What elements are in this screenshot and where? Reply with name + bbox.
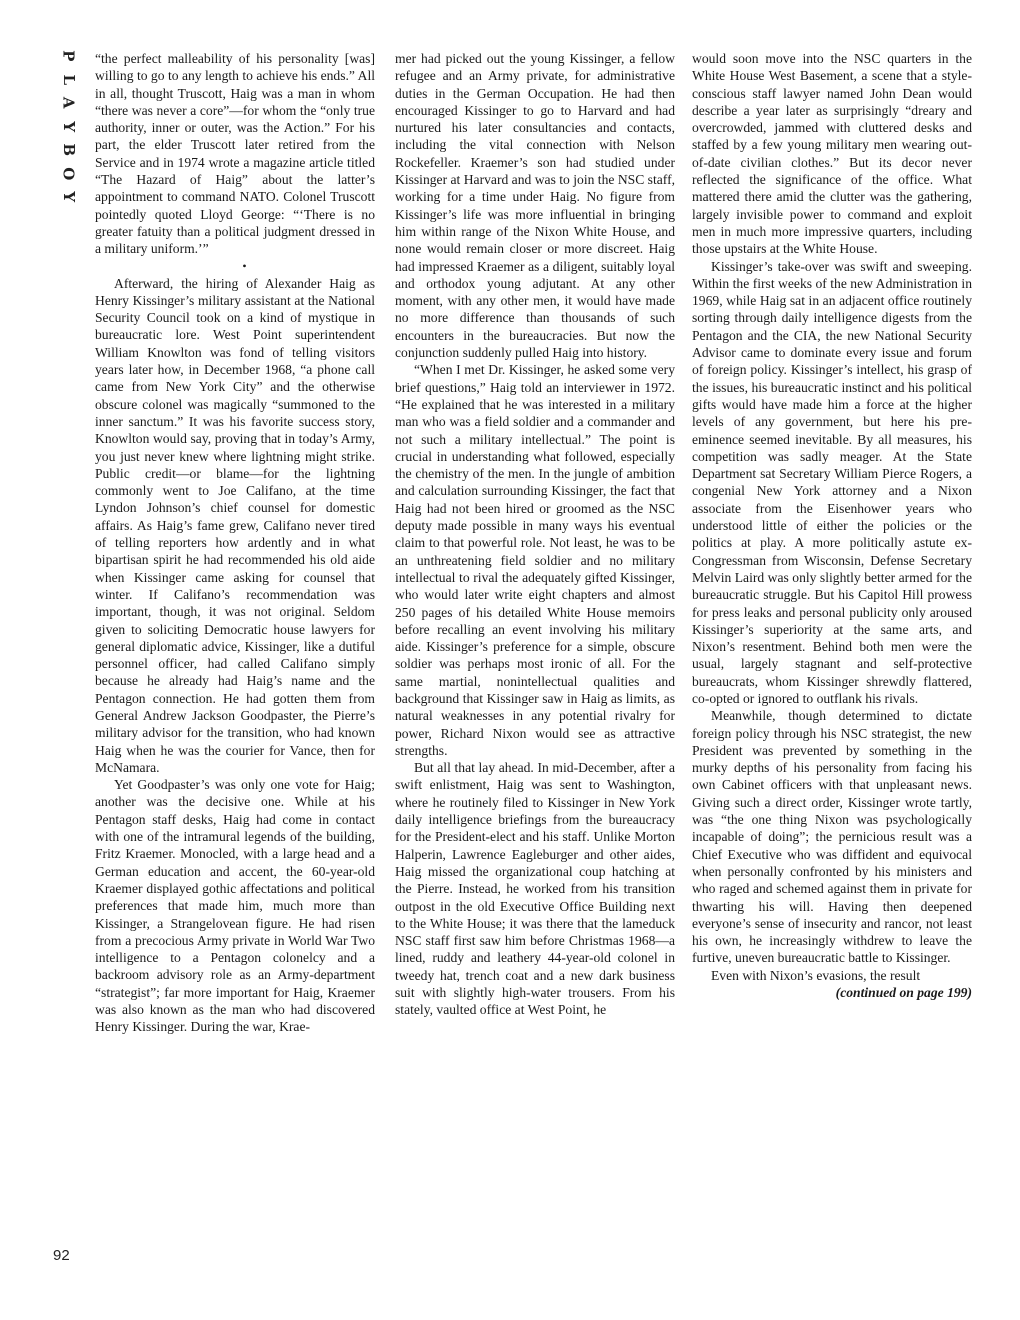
paragraph: Yet Goodpaster’s was only one vote for Haig; another was the decisive one. While at his Pentagon staff desks, Haig had come in contact with one of the intramural legends of the building, Fritz Kraemer. Monocled, with a large head and a German education and accent, the 60-year-old Kraemer displayed gothic affectations and political preferences that made him, much more than Kissinger, a Strangelovean figure. He had risen from a precocious Army private in World War Two intelligence to a Pentagon colonelcy and a backroom advisory role as an Army-department “strategist”; far more important for Haig, Kraemer was also known as the man who had discovered Henry Kissinger. During the war, Krae- — [95, 777, 375, 1035]
magazine-letter: Y — [59, 120, 78, 132]
text-column-1 — [95, 50, 375, 1270]
paragraph: Even with Nixon’s evasions, the result — [711, 967, 921, 983]
magazine-name-vertical — [56, 44, 80, 209]
paragraph: But all that lay ahead. In mid-December, after a swift enlistment, Haig was sent to Washington, where he routinely filed to Kissinger in New York daily intelligence briefings from the bureaucracy for the President-elect and his staff. Unlike Morton Halperin, Lawrence Eagleburger and other aides, Haig missed the organizational coup hatching at the Pierre. Instead, he worked from his transition outpost in the old Executive Office Building next to the White House; it was there that the lameduck NSC staff first saw him before Christmas 1968—a lined, ruddy and leathery 44-year-old colonel in tweedy hat, trench coat and a new dark business suit with slightly high-water trousers. From his stately, vaulted office at West Point, he — [395, 760, 675, 1018]
magazine-letter: L — [59, 73, 78, 85]
magazine-letter: P — [59, 50, 78, 62]
text-column-3 — [692, 50, 972, 1270]
paragraph: would soon move into the NSC quarters in the White House West Basement, a scene that a style-conscious staff lawyer named John Dean would describe a year later as surprisingly “dreary and overcrowded, jammed with cluttered desks and staffed by a few young military men wearing out-of-date civilian clothes.” But its decor never reflected the significance of the office. What mattered there amid the clutter was the gathering, largely invisible power to command and exploit men in much more impressive quarters, including those upstairs at the White House. — [692, 51, 972, 257]
magazine-letter: A — [59, 96, 78, 109]
paragraph: “When I met Dr. Kissinger, he asked some very brief questions,” Haig told an interviewer in 1972. “He explained that he was interested in a military man who was a field soldier and a commander and not such a military intellectual.” The point is crucial in understanding what followed, especially the chemistry of the men. In the jungle of ambition and calculation surrounding Kissinger, the fact that Haig had not been hired or groomed as the NSC deputy made possible in many ways his eventual claim to that powerful role. Not least, he was to be an unthreatening field soldier and no military intellectual to rival the adequately gifted Kissinger, who would later write eight chapters and almost 250 pages of his detailed White House memoirs before recalling an event involving his military aide. Kissinger’s preference for a simple, obscure soldier was perhaps most ironic of all. For the same martial, nonintellectual qualities and background that Kissinger saw in Haig as limits, as natural weaknesses in any potential rivalry for power, Richard Nixon would see as attractive strengths. — [395, 362, 675, 758]
text-column-2 — [395, 50, 675, 1270]
paragraph: Afterward, the hiring of Alexander Haig as Henry Kissinger’s military assistant at the National Security Council took on a kind of mystique in bureaucratic lore. West Point superintendent William Knowlton was fond of telling visitors years later how, in December 1968, “a phone call came from New York City” and the otherwise obscure colonel was magically “summoned to the inner sanctum.” It was his favorite success story, Knowlton would say, proving that in today’s Army, you just never knew where lightning might strike. Public credit—or blame—for the lightning commonly went to Joe Califano, at the time Lyndon Johnson’s chief counsel for domestic affairs. As Haig’s fame grew, Califano never tired of telling reporters how ardently and in what bipartisan spirit he had recommended his old aide when Kissinger came asking for counsel that winter. If Califano’s recommendation was important, though, it was not original. Seldom given to soliciting Democratic house lawyers for general diplomatic advice, Kissinger, like a dutiful personnel officer, had called Califano simply because he already had Haig’s name and the Pentagon connection. He had gotten them from General Andrew Jackson Goodpaster, the Pierre’s military advisor for the transition, who had known Haig when he was the courier for Vance, then for McNamara. — [95, 275, 375, 775]
magazine-letter: O — [59, 166, 78, 180]
page-number: 92 — [53, 1247, 70, 1264]
paragraph: Meanwhile, though determined to dictate foreign policy through his NSC strategist, the new President was prevented by something in the murky depths of his personality from facing his own Cabinet officers with that unpleasant news. Giving such a direct order, Kissinger wrote tartly, was “the one thing Nixon was psychologically incapable of doing”; the pernicious result was a Chief Executive who was diffident and equivocal when personally confronted by his ministers and who raged and schemed against them in private for thwarting his will. Having then deepened everyone’s sense of insecurity and rancor, not least his own, he increasingly withdrew to leave the furtive, uneven bureaucratic battle to Kissinger. — [692, 708, 972, 966]
magazine-letter: B — [59, 143, 78, 157]
continued-note: (continued on page 199) — [835, 985, 972, 1001]
paragraph: mer had picked out the young Kissinger, a fellow refugee and an Army private, for administrative duties in the German Occupation. He had then encouraged Kissinger to go to Harvard and had nurtured his later consultancies and contacts, including the vital connection with Nelson Rockefeller. Kraemer’s son had studied under Kissinger at Harvard and was to join the NSC staff, working for a time under Haig. No figure from Kissinger’s life was more influential in bringing him within range of the Nixon White House, and none would remain closer or more discreet. Haig had impressed Kraemer as a diligent, suitably loyal and orthodox young adjutant. At any other moment, with any other men, it would have made no more difference than thousands of such encounters in the bureaucracies. But now the conjunction suddenly pulled Haig into history. — [395, 51, 675, 361]
section-break-bullet: • — [242, 258, 247, 273]
paragraph: Kissinger’s take-over was swift and sweeping. Within the first weeks of the new Administration in 1969, while Haig sat in an adjacent office routinely sorting through daily intelligence digests from the Pentagon and the CIA, the new National Security Advisor came to dominate every issue and forum of foreign policy. Kissinger’s intellect, his grasp of the issues, his bureaucratic instinct and his political gifts would have made him a force at the higher levels of any government, but here his pre-eminence seemed inevitable. By all measures, his competition was sadly meager. At the State Department sat Secretary William Pierce Rogers, a congenial New York attorney and a Nixon associate from the Eisenhower years who understood little of either the policies or the politics at play. A more politically astute ex-Congressman from Wisconsin, Defense Secretary Melvin Laird was only slightly better armed for the bureaucratic struggle. But his Capitol Hill prowess for press leaks and personal publicity only aroused Kissinger’s superiority at the same arts, and Nixon’s resentment. Behind both men were the usual, largely stagnant and self-protective bureaucrats, whom Kissinger shrewdly flattered, co-opted or ignored to outflank his rivals. — [692, 258, 972, 706]
paragraph: “the perfect malleability of his personality [was] willing to go to any length to achieve his ends.” All in all, thought Truscott, Haig was a man in whom “there was never a core”—for whom the “only true authority, inner or outer, was the Action.” For his part, the elder Truscott later retired from the Service and in 1974 wrote a magazine article titled “The Hazard of Haig” about the latter’s appointment to command NATO. Colonel Truscott pointedly quoted Lloyd George: “‘There is no greater fatuity than a political judgment dressed in a military uniform.’” — [95, 51, 375, 257]
magazine-letter: Y — [59, 191, 78, 203]
